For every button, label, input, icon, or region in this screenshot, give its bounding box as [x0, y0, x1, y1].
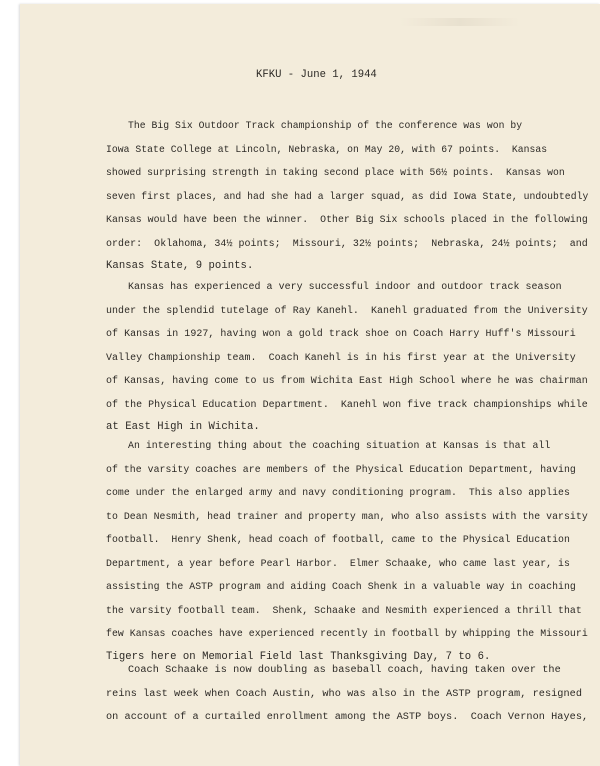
- text-line: of the varsity coaches are members of the Physical Education Department, having: [106, 463, 576, 475]
- text-line: Kansas has experienced a very successful indoor and outdoor track season: [128, 281, 562, 292]
- text-line: Department, a year before Pearl Harbor. Elmer Schaake, who came last year, is: [106, 557, 570, 569]
- text-line: Kansas would have been the winner. Other Big Six schools placed in the following: [106, 214, 588, 225]
- text-line: Kansas State, 9 points.: [106, 260, 254, 272]
- text-line: to Dean Nesmith, head trainer and property man, who also assists with the varsity: [106, 510, 588, 522]
- text-line: Iowa State College at Lincoln, Nebraska, on May 20, with 67 points. Kansas: [106, 143, 548, 155]
- text-line: football. Henry Shenk, head coach of football, came to the Physical Education: [106, 534, 570, 545]
- text-line: Coach Schaake is now doubling as baseball coach, having taken over the: [128, 664, 561, 676]
- text-line: The Big Six Outdoor Track championship of the conference was won by: [128, 120, 523, 131]
- paragraph-1: [106, 114, 588, 279]
- text-line: under the splendid tutelage of Ray Kanehl. Kanehl graduated from the University: [106, 304, 588, 316]
- paragraph-4: [106, 659, 588, 730]
- text-line: assisting the ASTP program and aiding Coach Shenk in a valuable way in coaching: [106, 581, 576, 592]
- paragraph-2: [106, 275, 588, 440]
- text-line: Valley Championship team. Coach Kanehl is in his first year at the University: [106, 351, 576, 363]
- text-line: An interesting thing about the coaching situation at Kansas is that all: [128, 440, 551, 451]
- text-line: of Kansas in 1927, having won a gold track shoe on Coach Harry Huff's Missouri: [106, 328, 576, 339]
- text-line: of the Physical Education Department. Kanehl won five track championships while: [106, 398, 588, 410]
- paper-stain: [400, 18, 520, 26]
- text-line: seven first places, and had she had a larger squad, as did Iowa State, undoubtedly: [106, 190, 589, 202]
- text-line: at East High in Wichita.: [106, 421, 260, 433]
- text-line: few Kansas coaches have experienced recently in football by whipping the Missouri: [106, 628, 588, 639]
- text-line: the varsity football team. Shenk, Schaake and Nesmith experienced a thrill that: [106, 604, 582, 616]
- text-line: order: Oklahoma, 34½ points; Missouri, 32½ points; Nebraska, 24½ points; and: [106, 237, 588, 249]
- text-line: on account of a curtailed enrollment among the ASTP boys. Coach Vernon Hayes,: [106, 711, 589, 723]
- text-line: Tigers here on Memorial Field last Thanksgiving Day, 7 to 6.: [106, 650, 491, 663]
- text-line: of Kansas, having come to us from Wichita East High School where he was chairman: [106, 375, 588, 386]
- text-line: showed surprising strength in taking second place with 56½ points. Kansas won: [106, 167, 565, 178]
- text-line: come under the enlarged army and navy conditioning program. This also applies: [106, 487, 570, 498]
- text-line: reins last week when Coach Austin, who was also in the ASTP program, resigned: [106, 687, 583, 700]
- page-heading: KFKU - June 1, 1944: [256, 69, 377, 81]
- paragraph-3: [106, 434, 588, 669]
